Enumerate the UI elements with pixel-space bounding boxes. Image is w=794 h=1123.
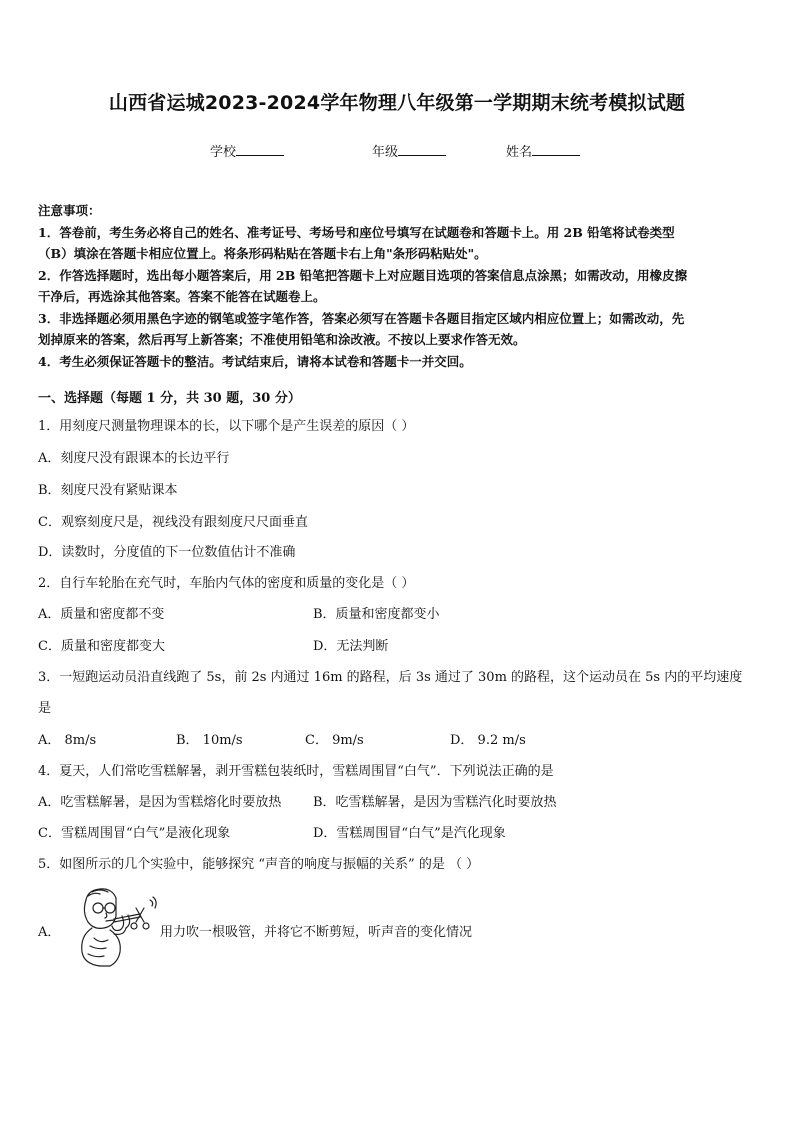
q2-option-c[interactable]: C．质量和密度都变大 (38, 639, 165, 654)
q3-stem: 3．一短跑运动员沿直线跑了 5s，前 2s 内通过 16m 的路程，后 3s 通过了 30m 的路程，这个运动员在 5s 内的平均速度 (38, 670, 743, 685)
q5-option-a-label[interactable]: A． (38, 925, 61, 940)
notice-line: 4．考生必须保证答题卡的整洁。考试结束后，请将本试卷和答题卡一并交回。 (38, 353, 472, 369)
q3-option-a[interactable]: A． 8m/s (38, 733, 97, 748)
notice-line: 划掉原来的答案，然后再写上新答案；不准使用铅笔和涂改液。不按以上要求作答无效。 (38, 332, 526, 347)
q3-option-d[interactable]: D． 9.2 m/s (450, 733, 526, 748)
grade-field[interactable] (372, 141, 446, 160)
q4-stem: 4．夏天，人们常吃雪糕解暑，剥开雪糕包装纸时，雪糕周围冒“白气”．下列说法正确的是 (38, 764, 554, 779)
q2-option-d[interactable]: D．无法判断 (313, 639, 389, 654)
notice-line: （B）填涂在答题卡相应位置上。将条形码粘贴在答题卡右上角"条形码粘贴处"。 (38, 246, 487, 261)
q5-stem: 5．如图所示的几个实验中，能够探究 “声音的响度与振幅的关系” 的是 （ ） (38, 857, 480, 872)
school-label: 学校 (210, 145, 237, 160)
q4-option-c[interactable]: C．雪糕周围冒“白气”是液化现象 (38, 826, 231, 841)
q3-stem-cont: 是 (38, 701, 52, 716)
notice-line: 1．答卷前，考生务必将自己的姓名、准考证号、考场号和座位号填写在试题卷和答题卡上。用 2B 铅笔将试卷类型 (38, 224, 675, 240)
q1-stem: 1．用刻度尺测量物理课本的长，以下哪个是产生误差的原因（ ） (38, 419, 415, 434)
school-blank (236, 143, 284, 156)
grade-label: 年级 (372, 145, 399, 160)
notice-line: 干净后，再选涂其他答案。答案不能答在试题卷上。 (38, 289, 326, 304)
q3-option-b[interactable]: B． 10m/s (176, 733, 243, 748)
q4-option-a[interactable]: A．吃雪糕解暑，是因为雪糕熔化时要放热 (38, 795, 282, 810)
school-field[interactable] (210, 141, 284, 160)
straw-blowing-illustration (70, 886, 160, 968)
notice-heading: 注意事项： (38, 203, 101, 218)
name-label: 姓名 (506, 145, 533, 160)
notice-line: 3．非选择题必须用黑色字迹的钢笔或签字笔作答，答案必须写在答题卡各题目指定区域内相应位置上；如需改动，先 (38, 310, 685, 326)
q5-option-a-text[interactable]: 用力吹一根吸管，并将它不断剪短，听声音的变化情况 (160, 925, 473, 940)
page-title: 山西省运城2023-2024学年物理八年级第一学期期末统考模拟试题 (108, 92, 686, 114)
q2-option-a[interactable]: A．质量和密度都不变 (38, 607, 165, 622)
q2-option-b[interactable]: B．质量和密度都变小 (313, 607, 440, 622)
q4-option-d[interactable]: D．雪糕周围冒“白气”是汽化现象 (313, 826, 506, 841)
name-field[interactable] (506, 141, 580, 160)
grade-blank (398, 143, 446, 156)
section-heading: 一、选择题（每题 1 分，共 30 题，30 分） (38, 391, 301, 406)
notice-block (38, 200, 687, 372)
name-blank (532, 143, 580, 156)
notice-line: 2．作答选择题时，选出每小题答案后，用 2B 铅笔把答题卡上对应题目选项的答案信息点涂黑；如需改动，用橡皮擦 (38, 267, 688, 283)
q4-option-b[interactable]: B．吃雪糕解暑，是因为雪糕汽化时要放热 (313, 795, 557, 810)
q1-option-d[interactable]: D．读数时，分度值的下一位数值估计不准确 (38, 545, 296, 560)
q3-option-c[interactable]: C． 9m/s (305, 733, 364, 748)
q1-option-c[interactable]: C．观察刻度尺是，视线没有跟刻度尺尺面垂直 (38, 515, 308, 530)
q2-stem: 2．自行车轮胎在充气时，车胎内气体的密度和质量的变化是（ ） (38, 576, 415, 591)
q1-option-b[interactable]: B．刻度尺没有紧贴课本 (38, 483, 178, 498)
q1-option-a[interactable]: A．刻度尺没有跟课本的长边平行 (38, 451, 230, 466)
